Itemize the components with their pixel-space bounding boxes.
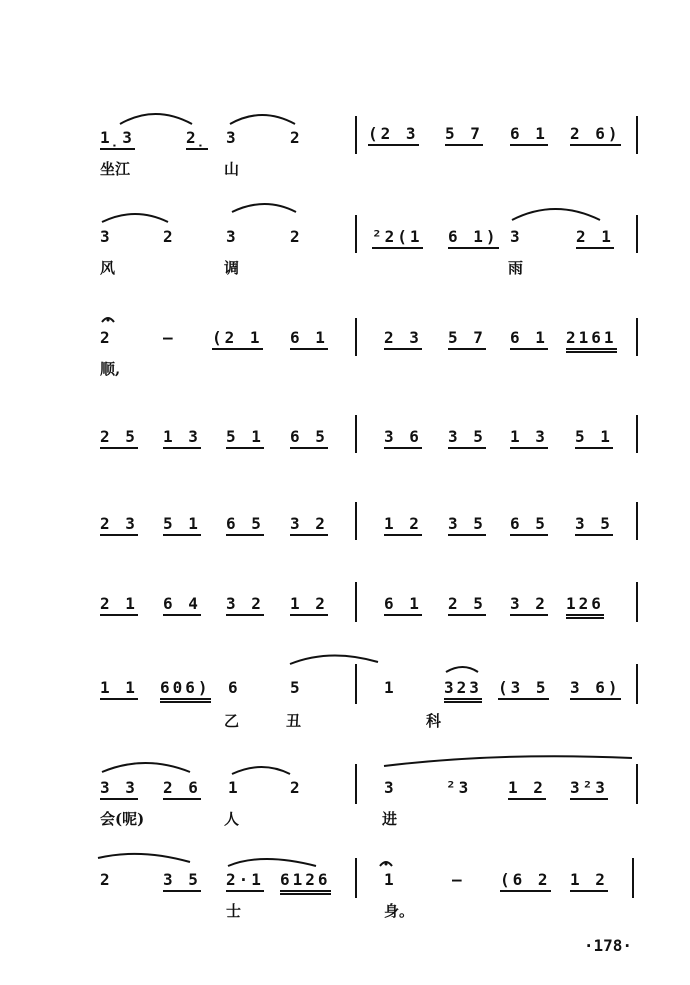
note-group: (2 3 [368,124,419,146]
lyric: 坐江 [100,160,131,178]
note-group: 6 5 [226,514,264,536]
lyric: 士 [226,902,242,920]
note-group: 2 [100,870,113,889]
slur-mark [228,859,316,866]
note-group: 3 [510,227,523,246]
note-group: 3 2 [290,514,328,536]
note-group: 5 1 [575,427,613,449]
note-group: 1 2 [384,514,422,536]
note-group: 6 1 [510,328,548,350]
note-group: 6 1 [510,124,548,146]
lyric: 风 [100,259,116,277]
note-group: 2 3 [384,328,422,350]
note-group: 2 3 [100,514,138,536]
note-group: 2·1 [226,870,264,892]
note-group: – [452,870,465,889]
note-group: 2 5 [100,427,138,449]
note-group: 5 1 [226,427,264,449]
note-group: 1 2 [508,778,546,800]
note-group: 126 [566,594,604,619]
note-group: 3 6) [570,678,621,700]
lyric: 科 [426,712,442,730]
note-group: 5 1 [163,514,201,536]
slur-mark [102,763,190,772]
note-group: 3 [384,778,397,797]
note-group: 6 1) [448,227,499,249]
note-group: 2̣ [186,128,208,150]
note-group: 2 1 [100,594,138,616]
lyric: 调 [224,259,240,277]
lyric: 身。 [384,902,415,920]
slur-mark [232,204,296,212]
lyric: 顺, [100,360,121,378]
slur-mark [102,214,168,222]
note-group: 3 6 [384,427,422,449]
note-group: 2 [290,128,303,147]
note-group: 1 [228,778,241,797]
note-group: 3 [226,128,239,147]
lyric: 会(呢) [100,810,145,828]
slur-mark [230,115,295,124]
note-group: 323 [444,678,482,703]
slur-mark [290,655,378,664]
note-group: – [163,328,176,347]
note-group: 3 5 [575,514,613,536]
lyric: 山 [224,160,240,178]
fermata-dot [385,863,388,866]
note-group: 5 7 [448,328,486,350]
lyric: 乙 [224,712,240,730]
note-group: 2 6 [163,778,201,800]
page-number: ·178· [583,936,632,955]
lyric: 丑 [286,712,302,730]
note-group: 2 [100,328,113,347]
note-group: 2161 [566,328,617,353]
note-group: 3 5 [448,427,486,449]
slur-mark [384,756,632,766]
note-group: (2 1 [212,328,263,350]
note-group: ²3 [446,778,472,797]
lyric: 人 [224,810,240,828]
note-group: 6 1 [290,328,328,350]
note-group: 6126 [280,870,331,895]
note-group: 6 [228,678,241,697]
note-group: (6 2 [500,870,551,892]
lyric: 雨 [508,259,524,277]
note-group: (3 5 [498,678,549,700]
note-group: 1 [384,678,397,697]
note-group: 2 1 [576,227,614,249]
note-group: 3 2 [510,594,548,616]
note-group: 1̣3 [100,128,135,150]
note-group: 5 7 [445,124,483,146]
note-group: 2 [163,227,176,246]
note-group: 6 1 [384,594,422,616]
lyric: 进 [382,810,398,828]
note-group: 2 6) [570,124,621,146]
note-group: 6 5 [510,514,548,536]
note-group: 3 2 [226,594,264,616]
note-group: 3 3 [100,778,138,800]
note-group: 3 [226,227,239,246]
slur-mark [232,767,290,774]
note-group: 1 1 [100,678,138,700]
note-group: 1 2 [290,594,328,616]
note-group: 1 3 [510,427,548,449]
slur-mark [446,667,478,672]
note-group: 606) [160,678,211,703]
note-group: 6 5 [290,427,328,449]
note-group: 1 2 [570,870,608,892]
note-group: 3 [100,227,113,246]
note-group: 1 3 [163,427,201,449]
note-group: 3 5 [448,514,486,536]
slur-mark [512,209,600,220]
note-group: 5 [290,678,303,697]
note-group: ²2(1 [372,227,423,249]
note-group: 2 [290,227,303,246]
slur-mark [98,854,190,862]
note-group: 2 5 [448,594,486,616]
note-group: 6 4 [163,594,201,616]
slur-mark [120,114,192,124]
note-group: 3²3 [570,778,608,800]
note-group: 3 5 [163,870,201,892]
note-group: 1 [384,870,397,889]
note-group: 2 [290,778,303,797]
fermata-dot [107,319,110,322]
